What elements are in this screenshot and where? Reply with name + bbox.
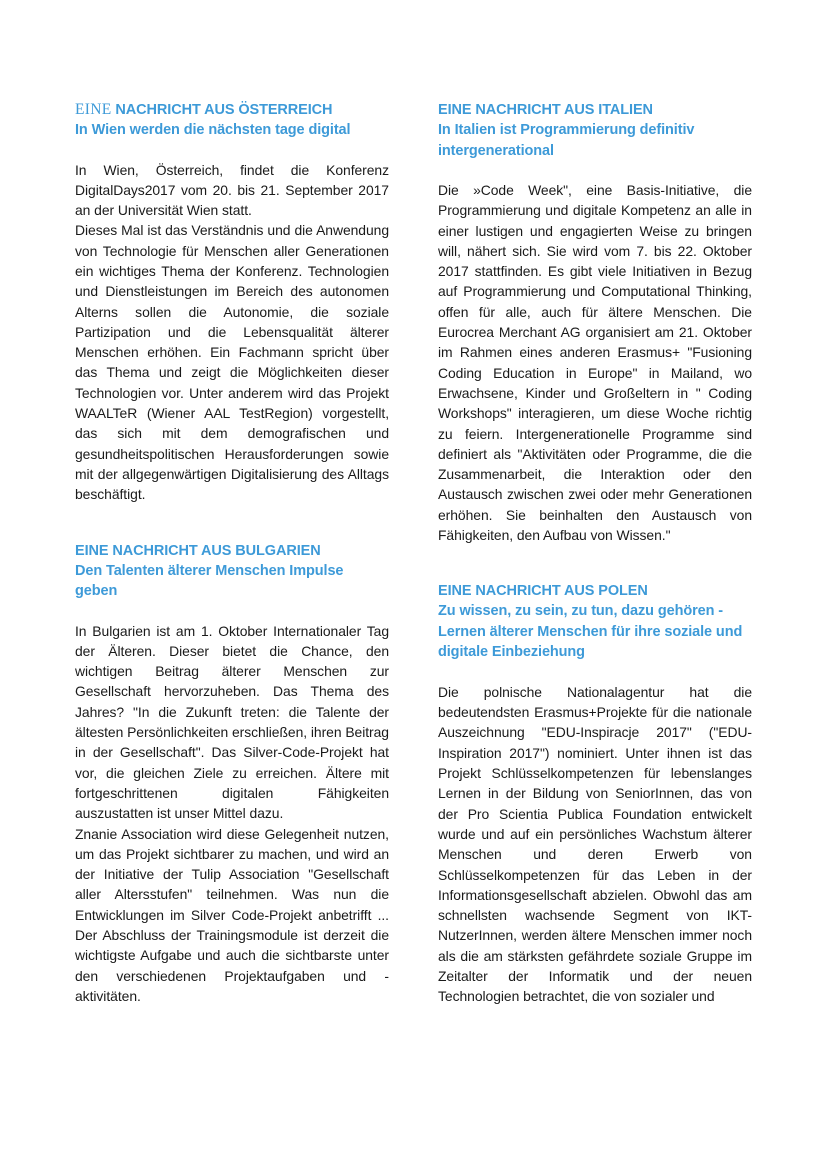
- article-paragraph: Znanie Association wird diese Gelegenheit nutzen, um das Projekt sichtbarer zu machen, und wird an der Initiative der Tulip Association "Gesellschaft aller Altersstufen" teilnehmen. Was nun die Entwicklungen im Silver Code-Projekt anbetrifft ... Der Abschluss der Trainingsmodule ist derzeit die wichtigste Aufgabe und auch die sichtbarste unter den verschiedenen Projektaufgaben und -aktivitäten.: [75, 825, 389, 1004]
- article-headline: Zu wissen, zu sein, zu tun, dazu gehören - Lernen älterer Menschen für ihre soziale und digitale Einbeziehung: [438, 603, 743, 661]
- article-bulgaria: [75, 541, 389, 1007]
- article-body: [438, 682, 752, 1007]
- article-kicker: [75, 100, 389, 120]
- article-headline: In Italien ist Programmierung definitiv intergenerational: [438, 122, 695, 159]
- article-italy: [438, 100, 752, 545]
- kicker-first-word: EINE: [75, 101, 112, 118]
- article-poland: [438, 581, 752, 1006]
- article-paragraph: Die polnische Nationalagentur hat die bedeutendsten Erasmus+Projekte für die nationale Auszeichnung "EDU-Inspiracje 2017" ("EDU-Inspiration 2017") nominiert. Unter ihnen ist das Projekt Schlüsselkompetenzen für lebenslanges Lernen in der Bildung von SeniorInnen, das von der Pro Scientia Publica Foundation entwickelt wurde und auf ein persönliches Wachstum älterer Menschen und deren Erwerb von Schlüsselkompetenzen für das Leben in der Informationsgesellschaft abzielen. Obwohl das am schnellsten wachsende Segment von IKT-NutzerInnen, werden ältere Menschen immer noch als die am stärksten gefährdete soziale Gruppe im Zeitalter der Informatik und der neuen Technologien betrachtet, die von sozialer und: [438, 683, 752, 1005]
- article-body: [438, 180, 752, 545]
- article-headline: In Wien werden die nächsten tage digital: [75, 122, 351, 138]
- article-kicker: EINE NACHRICHT AUS ITALIEN: [438, 102, 653, 118]
- article-paragraph: In Wien, Österreich, findet die Konferenz DigitalDays2017 vom 20. bis 21. September 2017 an der Universität Wien statt.: [75, 161, 389, 219]
- article-paragraph: Die »Code Week", eine Basis-Initiative, die Programmierung und digitale Kompetenz an alle in einer lustigen und engagierten Weise zu bringen will, nähert sich. Sie wird vom 7. bis 22. Oktober 2017 stattfinden. Es gibt viele Initiativen in Bezug auf Programmierung und Computational Thinking, offen für alle, auch für ältere Menschen. Die Eurocrea Merchant AG organisiert am 21. Oktober im Rahmen eines anderen Erasmus+ "Fusioning Coding Education in Europe" in Mailand, wo Erwachsene, Kinder und Großeltern in " Coding Workshops" interagieren, um diese Woche richtig zu feiern. Intergenerationelle Programme sind definiert als "Aktivitäten oder Programme, die die Zusammenarbeit, die Interaktion oder den Austausch zwischen zwei oder mehr Generationen erhöhen. Sie beinhalten den Austausch von Fähigkeiten, den Aufbau von Wissen.": [438, 182, 752, 544]
- right-column: [438, 100, 752, 1043]
- left-column: [75, 100, 389, 1042]
- article-headline: Den Talenten älterer Menschen Impulse geben: [75, 562, 344, 600]
- article-body: [75, 621, 389, 1007]
- article-austria: [75, 100, 389, 505]
- article-kicker: EINE NACHRICHT AUS BULGARIEN: [75, 542, 321, 559]
- kicker-text: NACHRICHT AUS ÖSTERREICH: [111, 102, 333, 118]
- article-paragraph: Dieses Mal ist das Verständnis und die Anwendung von Technologie für Menschen aller Generationen ein wichtiges Thema der Konferenz. Technologien und Dienstleistungen im Bereich des autonomen Alterns sollen die Autonomie, die soziale Partizipation und die Lebensqualität älterer Menschen erhöhen. Ein Fachmann spricht über das Thema und zeigt die Möglichkeiten dieser Technologien vor. Unter anderem wird das Projekt WAALTeR (Wiener AAL TestRegion) vorgestellt, das sich mit dem demografischen und gesundheitspolitischen Herausforderungen sowie mit der allgegenwärtigen Digitalisierung des Alltags beschäftigt.: [75, 222, 389, 503]
- article-paragraph: In Bulgarien ist am 1. Oktober Internationaler Tag der Älteren. Dieser bietet die Chance, den wichtigen Beitrag älterer Menschen zur Gesellschaft hervorzuheben. Das Thema des Jahres? "In die Zukunft treten: die Talente der ältesten Persönlichkeiten erschließen, ihren Beitrag in der Gesellschaft". Das Silver-Code-Projekt hat vor, die gleichen Ziele zu erreichen. Ältere mit fortgeschrittenen digitalen Fähigkeiten auszustatten ist unser Mittel dazu.: [75, 622, 389, 822]
- article-body: [75, 160, 389, 505]
- article-kicker: EINE NACHRICHT AUS POLEN: [438, 583, 648, 600]
